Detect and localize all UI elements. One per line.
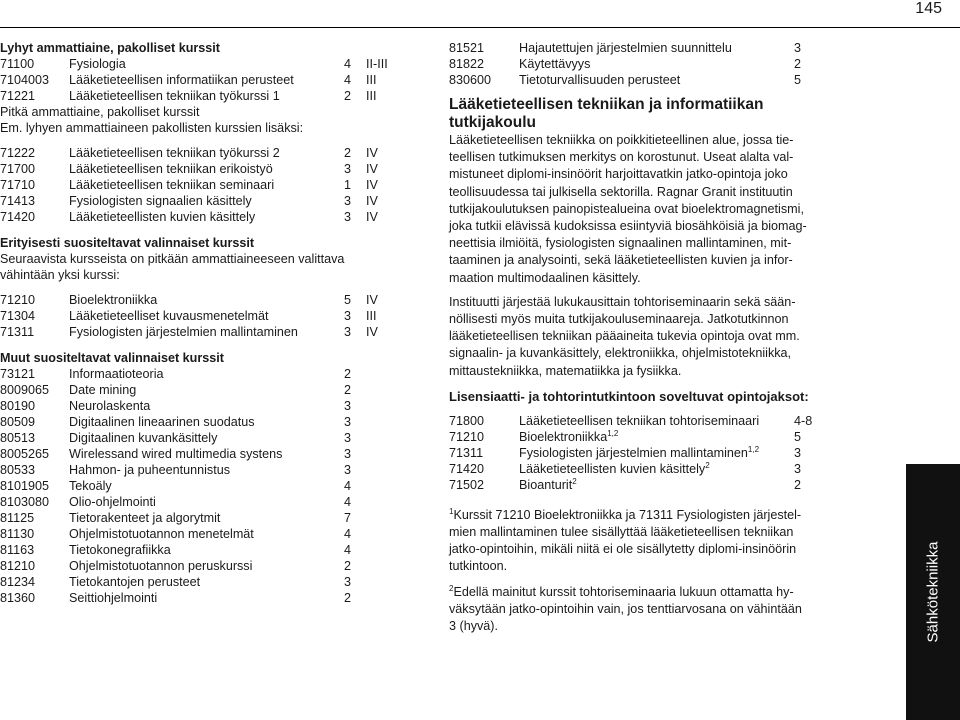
- course-row: [449, 429, 851, 445]
- course-code: 81163: [0, 543, 35, 557]
- footnote-marker: 2: [705, 460, 710, 470]
- course-row: [0, 382, 420, 398]
- course-code: 73121: [0, 367, 36, 381]
- course-name: Lääketieteelliset kuvausmenetelmät: [69, 309, 269, 323]
- course-credits: 3: [344, 210, 352, 224]
- course-credits: 2: [344, 89, 352, 103]
- course-row: [0, 193, 420, 209]
- course-row: [449, 445, 851, 461]
- course-level: IV: [366, 162, 378, 176]
- paragraph-line: tutkintoon.: [449, 559, 508, 574]
- course-row: [0, 510, 420, 526]
- paragraph-line: taaminen ja analysointi, sekä lääketieteellisten kuvien ja infor-: [449, 253, 793, 268]
- course-credits: 2: [794, 57, 802, 71]
- course-name: Digitaalinen lineaarinen suodatus: [69, 415, 255, 429]
- course-level: III: [366, 89, 377, 103]
- course-level: IV: [366, 146, 378, 160]
- course-row: [0, 145, 420, 161]
- course-credits: 3: [794, 41, 802, 55]
- course-row: [0, 177, 420, 193]
- course-name: Tietorakenteet ja algorytmit: [69, 511, 221, 525]
- course-credits: 2: [344, 146, 352, 160]
- course-name-text: Fysiologisten järjestelmien mallintaminen: [519, 445, 748, 460]
- course-list-short-major: [0, 56, 420, 104]
- course-row: [0, 292, 420, 308]
- course-code: 830600: [449, 73, 492, 87]
- course-name: Käytettävyys: [519, 57, 591, 71]
- course-credits: 2: [344, 591, 352, 605]
- course-list-recommended: [0, 292, 420, 340]
- course-row: [449, 40, 851, 56]
- long-major-intro: Em. lyhyen ammattiaineen pakollisten kurssien lisäksi:: [0, 121, 304, 135]
- course-list-long-major: [0, 145, 420, 225]
- paragraph-line: väksytään jatko-opintoihin vain, jos tenttiarvosana on vähintään: [449, 601, 802, 616]
- course-name: Ohjelmistotuotannon menetelmät: [69, 527, 254, 541]
- course-level: III: [366, 73, 377, 87]
- course-code: 71210: [0, 293, 36, 307]
- course-credits: 3: [344, 162, 352, 176]
- course-list-licentiate: [449, 413, 851, 493]
- course-credits: 5: [344, 293, 352, 307]
- course-name: Fysiologisten signaalien käsittely: [69, 194, 252, 208]
- graduate-school-title: [449, 96, 851, 132]
- course-list-continued: [449, 40, 851, 88]
- course-credits: 2: [344, 559, 352, 573]
- course-code: 71222: [0, 146, 36, 160]
- footnote-1: [449, 507, 851, 576]
- recommended-intro-line-2: vähintään yksi kurssi:: [0, 268, 120, 282]
- course-row: [0, 590, 420, 606]
- footnote-text: Edellä mainitut kurssit tohtoriseminaaria lukuun ottamatta hy-: [453, 584, 794, 599]
- course-name: Fysiologia: [69, 57, 126, 71]
- course-name: Lääketieteellisen tekniikan seminaari: [69, 178, 275, 192]
- paragraph-line: Instituutti järjestää lukukausittain tohtoriseminaarin sekä sään-: [449, 294, 796, 309]
- paragraph-line: [449, 584, 851, 601]
- course-code: 81125: [0, 511, 35, 525]
- course-credits: 3: [344, 194, 352, 208]
- course-credits: 3: [794, 445, 802, 460]
- course-level: IV: [366, 325, 378, 339]
- right-column: [449, 40, 851, 635]
- course-name: [519, 477, 794, 493]
- course-name: Tietokonegrafiikka: [69, 543, 171, 557]
- course-row: [0, 398, 420, 414]
- course-name-text: Bioelektroniikka: [519, 429, 608, 444]
- course-name: Lääketieteellisten kuvien käsittely: [69, 210, 256, 224]
- course-name: [519, 461, 794, 477]
- course-level: IV: [366, 210, 378, 224]
- course-name-text: Bioanturit: [519, 477, 573, 492]
- course-code: 7104003: [0, 73, 50, 87]
- course-level: IV: [366, 293, 378, 307]
- course-credits: 4: [344, 543, 352, 557]
- course-code: 81521: [449, 41, 485, 55]
- course-code: 71210: [449, 429, 485, 444]
- course-code: 80513: [0, 431, 36, 445]
- footnote-2: [449, 584, 851, 636]
- paragraph-line: nöllisesti myös muita tutkijakouluseminaareja. Jatkotutkinnon: [449, 312, 789, 327]
- licentiate-courses-title: Lisensiaatti- ja tohtorintutkintoon soveltuvat opintojaksot:: [449, 388, 809, 404]
- recommended-intro-line-1: Seuraavista kursseista on pitkään ammattiaineeseen valittava: [0, 252, 345, 266]
- course-row: [449, 461, 851, 477]
- course-credits: 4-8: [794, 413, 813, 428]
- course-credits: 3: [344, 575, 352, 589]
- course-name: [519, 445, 794, 461]
- course-level: IV: [366, 194, 378, 208]
- section-title-short-major: Lyhyt ammattiaine, pakolliset kurssit: [0, 41, 220, 55]
- course-credits: 3: [344, 431, 352, 445]
- footnote-marker: 2: [572, 476, 577, 486]
- course-row: [0, 324, 420, 340]
- course-name: Date mining: [69, 383, 137, 397]
- course-credits: 3: [344, 447, 352, 461]
- course-name: [519, 429, 794, 445]
- course-row: [0, 462, 420, 478]
- course-credits: 2: [794, 477, 802, 492]
- section-title-recommended: Erityisesti suositeltavat valinnaiset kurssit: [0, 236, 255, 250]
- course-credits: 3: [344, 463, 352, 477]
- course-code: 80190: [0, 399, 36, 413]
- course-code: 71100: [0, 57, 35, 71]
- course-credits: 4: [344, 527, 352, 541]
- paragraph-line: Lääketieteellisen tekniikka on poikkitieteellinen alue, jossa tie-: [449, 133, 794, 147]
- course-code: 71420: [449, 461, 485, 476]
- paragraph-line: neettisia ilmiöitä, fysiologisten signaalinen mallintaminen, mit-: [449, 236, 792, 251]
- course-code: 8005265: [0, 447, 50, 461]
- course-row: [0, 308, 420, 324]
- chapter-side-tab-label: Sähkötekniikka: [924, 541, 942, 643]
- course-code: 71710: [0, 178, 36, 192]
- course-row: [0, 446, 420, 462]
- footnote-marker: 1: [449, 506, 454, 516]
- course-code: 71413: [0, 194, 36, 208]
- course-row: [449, 413, 851, 429]
- course-code: 8101905: [0, 479, 50, 493]
- paragraph-line: teellisen tutkimuksen merkitys on korostunut. Useat alalta val-: [449, 150, 794, 165]
- course-name: Lääketieteellisen tekniikan työkurssi 1: [69, 89, 280, 103]
- course-name: Tietoturvallisuuden perusteet: [519, 73, 681, 87]
- graduate-school-paragraph-1: [449, 132, 851, 287]
- course-credits: 5: [794, 73, 802, 87]
- course-level: III: [366, 309, 377, 323]
- course-code: 71420: [0, 210, 36, 224]
- course-code: 71700: [0, 162, 36, 176]
- course-credits: 3: [344, 325, 352, 339]
- course-credits: 2: [344, 383, 352, 397]
- course-credits: 4: [344, 479, 352, 493]
- left-column: [0, 40, 420, 606]
- course-name: Lääketieteellisen tekniikan erikoistyö: [69, 162, 273, 176]
- course-credits: 3: [344, 399, 352, 413]
- graduate-school-title-line-2: tutkijakoulu: [449, 114, 536, 131]
- course-code: 71221: [0, 89, 36, 103]
- course-row: [0, 209, 420, 225]
- paragraph-line: mien mallintaminen tulee sisällyttää lääketieteellisen tekniikan: [449, 525, 794, 540]
- course-code: 81360: [0, 591, 36, 605]
- course-row: [0, 366, 420, 382]
- course-code: 71304: [0, 309, 36, 323]
- course-code: 80509: [0, 415, 36, 429]
- course-row: [0, 542, 420, 558]
- course-row: [449, 477, 851, 493]
- course-credits: 1: [344, 178, 352, 192]
- course-name: Seittiohjelmointi: [69, 591, 158, 605]
- paragraph-line: mittaustekniikka, matematiikka ja fysiikka.: [449, 363, 682, 378]
- course-code: 81822: [449, 57, 485, 71]
- course-code: 80533: [0, 463, 36, 477]
- course-code: 71311: [449, 445, 484, 460]
- paragraph-line: joka tutkii elävissä kudoksissa esiintyviä biosähköisiä ja biomag-: [449, 219, 807, 234]
- course-row: [0, 414, 420, 430]
- course-code: 81234: [0, 575, 36, 589]
- course-code: 81210: [0, 559, 36, 573]
- course-list-other: [0, 366, 420, 606]
- course-name: Hahmon- ja puheentunnistus: [69, 463, 231, 477]
- course-credits: 5: [794, 429, 802, 444]
- course-name: Fysiologisten järjestelmien mallintaminen: [69, 325, 298, 339]
- course-row: [0, 574, 420, 590]
- paragraph-line: [449, 507, 851, 524]
- course-row: [0, 494, 420, 510]
- course-row: [0, 72, 420, 88]
- course-name: Neurolaskenta: [69, 399, 151, 413]
- course-row: [0, 56, 420, 72]
- course-name-text: Lääketieteellisen tekniikan tohtoriseminaari: [519, 413, 760, 428]
- long-major-note: Pitkä ammattiaine, pakolliset kurssit: [0, 105, 200, 119]
- paragraph-line: lääketieteellisen tekniikan pääaineita tukevia opintoja ovat mm.: [449, 329, 800, 344]
- course-row: [0, 478, 420, 494]
- course-credits: 7: [344, 511, 352, 525]
- course-name: Informaatioteoria: [69, 367, 164, 381]
- course-credits: 3: [344, 309, 352, 323]
- course-row: [0, 526, 420, 542]
- course-code: 8103080: [0, 495, 50, 509]
- course-name: Hajautettujen järjestelmien suunnittelu: [519, 41, 732, 55]
- course-name: Tietokantojen perusteet: [69, 575, 201, 589]
- course-code: 81130: [0, 527, 35, 541]
- graduate-school-paragraph-2: [449, 294, 851, 380]
- paragraph-line: 3 (hyvä).: [449, 619, 498, 634]
- paragraph-line: tutkijakoulutuksen painopistealueina ovat bioelektromagnetismi,: [449, 201, 804, 216]
- course-name: [519, 413, 794, 429]
- footnote-marker: 2: [449, 583, 454, 593]
- course-row: [0, 430, 420, 446]
- course-credits: 2: [344, 367, 352, 381]
- footnote-marker: 1,2: [607, 428, 619, 438]
- course-credits: 3: [794, 461, 802, 476]
- course-credits: 4: [344, 495, 352, 509]
- course-credits: 4: [344, 57, 352, 71]
- course-code: 71311: [0, 325, 35, 339]
- course-name: Lääketieteellisen informatiikan perusteet: [69, 73, 294, 87]
- course-row: [0, 558, 420, 574]
- course-name: Bioelektroniikka: [69, 293, 158, 307]
- chapter-side-tab: [906, 464, 960, 720]
- course-name: Ohjelmistotuotannon peruskurssi: [69, 559, 253, 573]
- course-row: [449, 56, 851, 72]
- course-name: Wirelessand wired multimedia systens: [69, 447, 283, 461]
- paragraph-line: teollisuudessa tai julkisella sektorilla. Ragnar Granit instituutin: [449, 184, 793, 199]
- course-code: 8009065: [0, 383, 50, 397]
- paragraph-line: jatko-opintoihin, mikäli niitä ei ole sisällytetty diplomi-insinöörin: [449, 542, 797, 557]
- page-number: 145: [915, 0, 942, 17]
- course-credits: 4: [344, 73, 352, 87]
- course-row: [0, 88, 420, 104]
- paragraph-line: signaalin- ja kuvankäsittely, elektroniikka, ohjelmistotekniikka,: [449, 346, 792, 361]
- course-row: [0, 161, 420, 177]
- course-name: Tekoäly: [69, 479, 112, 493]
- course-level: IV: [366, 178, 378, 192]
- paragraph-line: maation multimodaalinen käsittely.: [449, 270, 641, 285]
- course-name: Digitaalinen kuvankäsittely: [69, 431, 218, 445]
- course-name-text: Lääketieteellisten kuvien käsittely: [519, 461, 706, 476]
- course-code: 71502: [449, 477, 485, 492]
- course-code: 71800: [449, 413, 485, 428]
- footnote-text: Kurssit 71210 Bioelektroniikka ja 71311 Fysiologisten järjestel-: [453, 507, 802, 522]
- course-name: Lääketieteellisen tekniikan työkurssi 2: [69, 146, 280, 160]
- course-level: II-III: [366, 57, 388, 71]
- top-divider: [0, 27, 960, 28]
- graduate-school-title-line-1: Lääketieteellisen tekniikan ja informatiikan: [449, 96, 764, 113]
- footnote-marker: 1,2: [747, 444, 760, 454]
- course-name: Olio-ohjelmointi: [69, 495, 156, 509]
- paragraph-line: mistuneet diplomi-insinöörit harjoittavatkin jatko-opintoja joko: [449, 167, 788, 182]
- section-title-other: Muut suositeltavat valinnaiset kurssit: [0, 351, 224, 365]
- course-credits: 3: [344, 415, 352, 429]
- course-row: [449, 72, 851, 88]
